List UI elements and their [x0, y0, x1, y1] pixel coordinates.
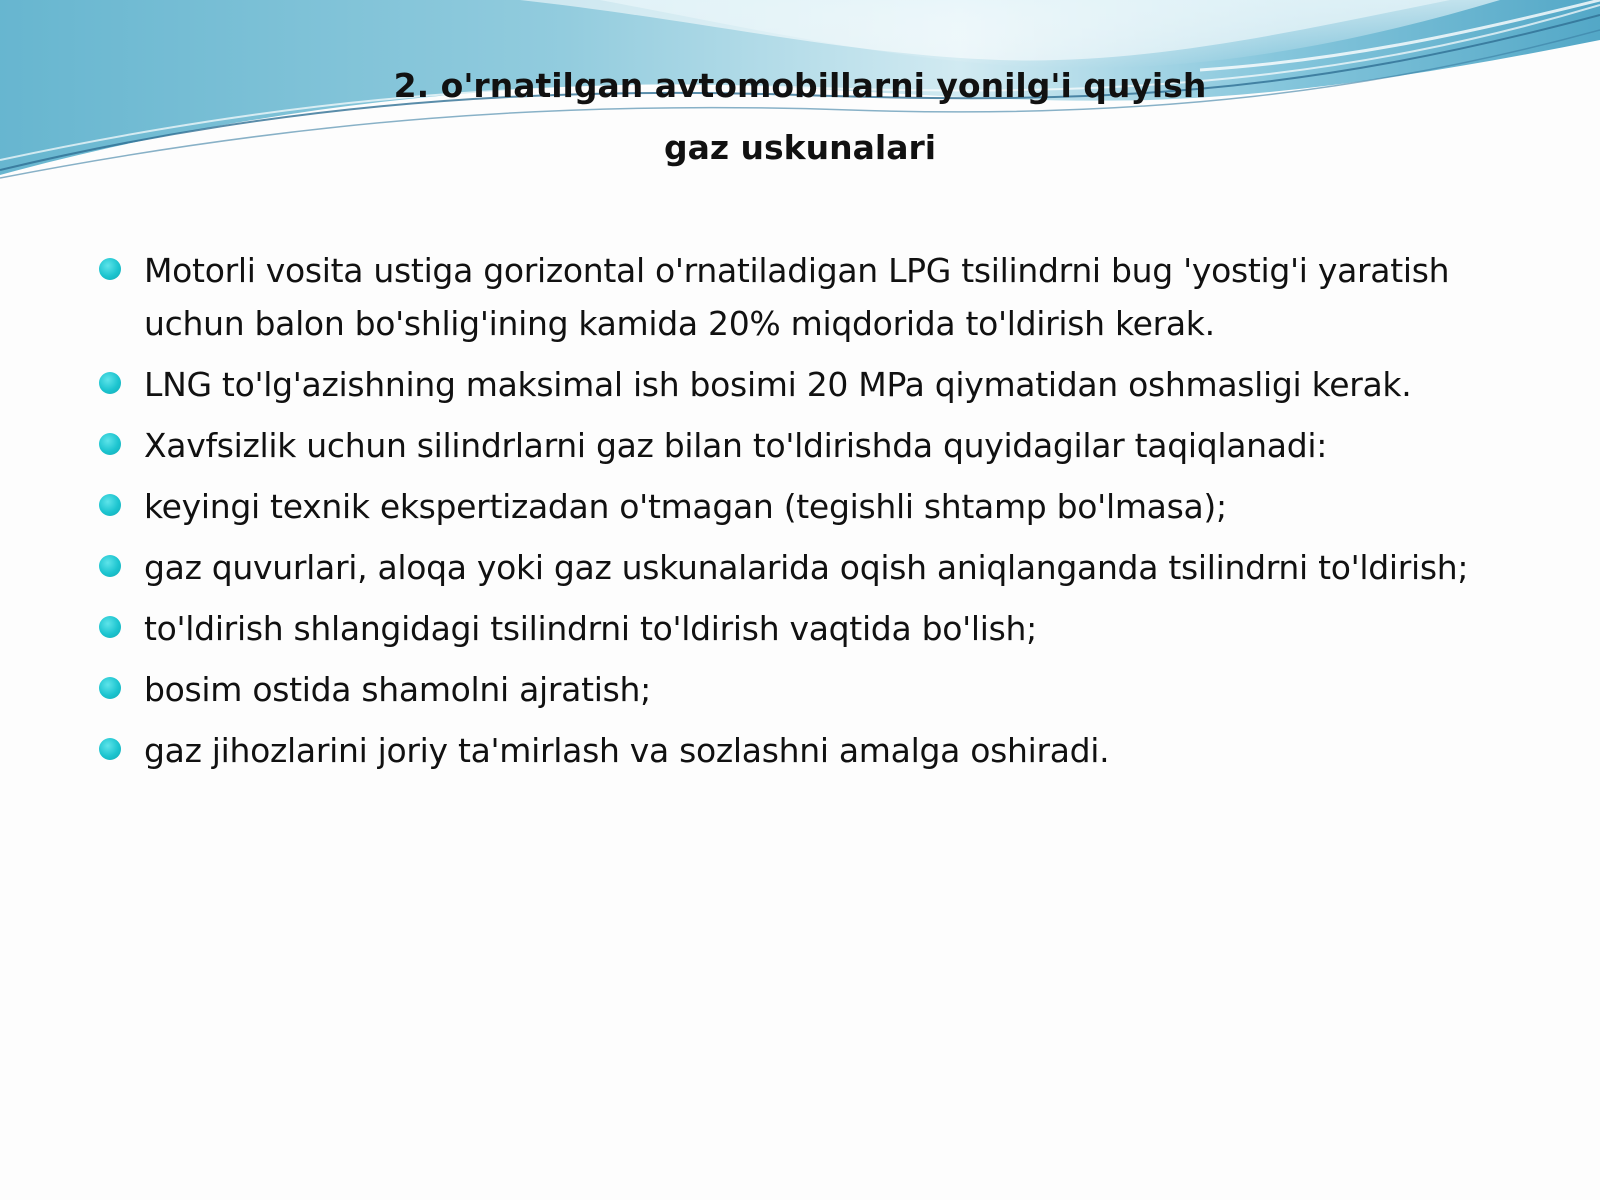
bullet-text: gaz quvurlari, aloqa yoki gaz uskunalarida oqish aniqlanganda tsilindrni to'ldirish;: [144, 548, 1469, 587]
bullet-dot-icon: [99, 555, 121, 577]
bullet-text: Xavfsizlik uchun silindrlarni gaz bilan to'ldirishda quyidagilar taqiqlanadi:: [144, 426, 1328, 465]
bullet-text: gaz jihozlarini joriy ta'mirlash va sozlashni amalga oshiradi.: [144, 731, 1110, 770]
bullet-item: [96, 602, 1516, 655]
bullet-dot-icon: [99, 258, 121, 280]
bullet-item: [96, 663, 1516, 716]
bullet-text: bosim ostida shamolni ajratish;: [144, 670, 651, 709]
bullet-dot-icon: [99, 738, 121, 760]
bullet-text: keyingi texnik ekspertizadan o'tmagan (tegishli shtamp bo'lmasa);: [144, 487, 1227, 526]
bullet-text: to'ldirish shlangidagi tsilindrni to'ldirish vaqtida bo'lish;: [144, 609, 1037, 648]
bullet-dot-icon: [99, 616, 121, 638]
bullet-item: [96, 419, 1516, 472]
bullet-dot-icon: [99, 433, 121, 455]
bullet-list: [96, 244, 1516, 785]
bullet-dot-icon: [99, 494, 121, 516]
slide-title-line-2: gaz uskunalari: [663, 128, 937, 167]
bullet-dot-icon: [99, 677, 121, 699]
bullet-dot-icon: [99, 372, 121, 394]
bullet-item: [96, 244, 1516, 350]
slide-title: [300, 55, 1300, 179]
bullet-text: LNG to'lg'azishning maksimal ish bosimi 20 MPa qiymatidan oshmasligi kerak.: [144, 365, 1412, 404]
bullet-item: [96, 480, 1516, 533]
bullet-item: [96, 541, 1516, 594]
slide-title-line-1: 2. o'rnatilgan avtomobillarni yonilg'i quyish: [393, 66, 1207, 105]
bullet-item: [96, 358, 1516, 411]
bullet-item: [96, 724, 1516, 777]
bullet-text: Motorli vosita ustiga gorizontal o'rnatiladigan LPG tsilindrni bug 'yostig'i yaratish uchun balon bo'shlig'ining kamida 20% miqdorida to'ldirish kerak.: [144, 251, 1450, 343]
